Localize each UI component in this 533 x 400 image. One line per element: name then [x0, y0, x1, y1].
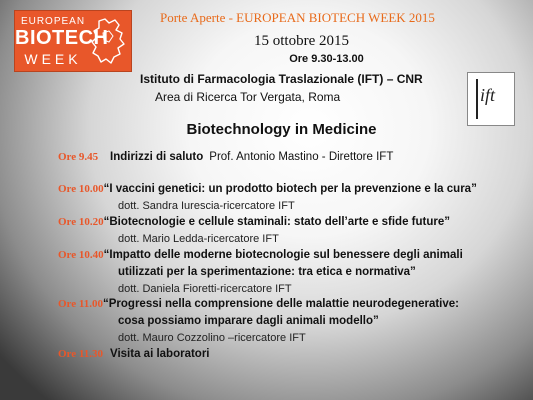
program-speaker: dott. Sandra Iurescia-ricercatore IFT — [118, 200, 295, 212]
program-time: Ore 9.45 — [58, 151, 99, 163]
event-time: Ore 9.30-13.00 — [289, 53, 364, 65]
program-time: Ore 10.40 — [58, 249, 104, 261]
program-title-text: “Impatto delle moderne biotecnologie sul benessere degli animali — [103, 249, 463, 261]
program-title-text: “I vaccini genetici: un prodotto biotech per la prevenzione e la cura” — [103, 183, 477, 195]
program-time: Ore 11.30 — [58, 348, 104, 360]
event-header: Porte Aperte - EUROPEAN BIOTECH WEEK 2015 — [160, 10, 435, 25]
program-title-text: Visita ai laboratori — [110, 348, 210, 360]
logo-line-week: WEEK — [24, 51, 82, 67]
program-time: Ore 10.20 — [58, 216, 104, 228]
program-item-6 — [58, 348, 210, 360]
program-item-4 — [58, 249, 463, 261]
logo-line-european: EUROPEAN — [20, 16, 86, 27]
ift-logo-text: ift — [480, 85, 496, 105]
program-speaker: Prof. Antonio Mastino - Direttore IFT — [209, 151, 394, 163]
program-speaker: dott. Mauro Cozzolino –ricercatore IFT — [118, 332, 306, 344]
program-title-text: Indirizzi di saluto — [110, 151, 204, 163]
logo-line-biotech: BIOTECH — [15, 27, 109, 49]
institute-name: Istituto di Farmacologia Traslazionale (IFT) – CNR — [140, 72, 423, 86]
event-date: 15 ottobre 2015 — [254, 33, 349, 49]
program-speaker: dott. Daniela Fioretti-ricercatore IFT — [118, 283, 292, 295]
program-item-5 — [58, 298, 459, 310]
program-item-3 — [58, 216, 450, 228]
program-title-continued: cosa possiamo imparare dagli animali modello” — [118, 315, 379, 327]
ift-logo — [467, 72, 515, 126]
institute-location: Area di Ricerca Tor Vergata, Roma — [155, 90, 341, 104]
program-time: Ore 10.00 — [58, 183, 104, 195]
program-title: Biotechnology in Medicine — [186, 121, 377, 138]
program-speaker: dott. Mario Ledda-ricercatore IFT — [118, 233, 279, 245]
program-item-1 — [58, 151, 393, 163]
program-title-text: “Biotecnologie e cellule staminali: stato dell’arte e sfide future” — [103, 216, 450, 228]
ift-logo-bar — [476, 79, 478, 119]
program-item-2 — [58, 183, 477, 195]
program-title-text: “Progressi nella comprensione delle malattie neurodegenerative: — [103, 298, 459, 310]
program-time: Ore 11.00 — [58, 298, 104, 310]
program-title-continued: utilizzati per la sperimentazione: tra etica e normativa” — [118, 266, 416, 278]
